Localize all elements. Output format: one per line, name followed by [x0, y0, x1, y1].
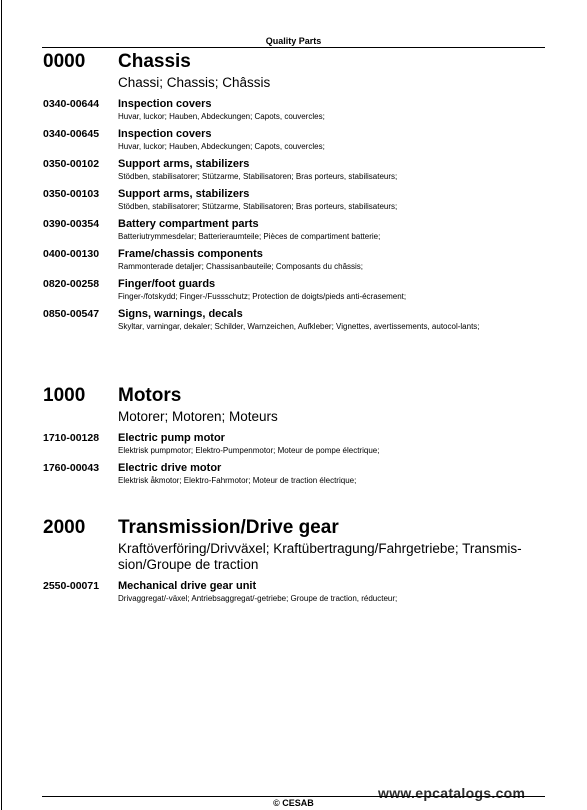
part-translations: Huvar, luckor; Hauben, Abdeckungen; Capots, couvercles; — [118, 112, 325, 121]
section-title: Transmission/Drive gear — [118, 517, 339, 538]
part-title: Battery compartment parts — [118, 218, 259, 230]
part-translations: Stödben, stabilisatorer; Stützarme, Stabilisatoren; Bras porteurs, stabilisateurs; — [118, 172, 398, 181]
part-code: 0400-00130 — [43, 248, 100, 260]
header-divider — [42, 47, 545, 48]
part-title: Finger/foot guards — [118, 278, 216, 290]
part-code: 0850-00547 — [43, 308, 100, 320]
part-item — [43, 278, 548, 302]
part-code: 1710-00128 — [43, 432, 100, 444]
part-title: Mechanical drive gear unit — [118, 580, 257, 592]
part-title: Support arms, stabilizers — [118, 158, 250, 170]
part-translations: Huvar, luckor; Hauben, Abdeckungen; Capots, couvercles; — [118, 142, 325, 151]
section-code: 2000 — [43, 517, 86, 538]
part-code: 0340-00644 — [43, 98, 100, 110]
part-code: 0820-00258 — [43, 278, 100, 290]
part-item — [43, 432, 548, 456]
part-code: 0350-00103 — [43, 188, 100, 200]
part-item — [43, 128, 548, 152]
part-translations: Finger-/fotskydd; Finger-/Fussschutz; Protection de doigts/pieds anti-écrasement; — [118, 292, 407, 301]
part-code: 2550-00071 — [43, 580, 100, 592]
watermark-text: www.epcatalogs.com — [378, 785, 526, 801]
part-translations: Batteriutrymmesdelar; Batterieraumteile; Pièces de compartiment batterie; — [118, 232, 381, 241]
page-header-title: Quality Parts — [265, 36, 322, 46]
part-item — [43, 158, 548, 182]
section-title: Motors — [118, 385, 182, 406]
part-item — [43, 188, 548, 212]
part-title: Support arms, stabilizers — [118, 188, 250, 200]
section-subtitle: Chassi; Chassis; Châssis — [118, 75, 271, 90]
part-translations: Drivaggregat/-växel; Antriebsaggregat/-getriebe; Groupe de traction, réducteur; — [118, 594, 398, 603]
part-code: 0350-00102 — [43, 158, 100, 170]
part-translations: Skyltar, varningar, dekaler; Schilder, Warnzeichen, Aufkleber; Vignettes, avertissements, autocol-lants; — [118, 322, 480, 331]
footer-divider — [42, 796, 545, 797]
part-title: Signs, warnings, decals — [118, 308, 243, 320]
part-title: Electric pump motor — [118, 432, 225, 444]
section-title: Chassis — [118, 51, 191, 72]
footer-logo: © CESAB — [273, 798, 314, 808]
part-translations: Rammonterade detaljer; Chassisanbauteile; Composants du châssis; — [118, 262, 364, 271]
part-item — [43, 462, 548, 486]
section-code: 1000 — [43, 385, 86, 406]
section-transmission — [43, 517, 548, 604]
section-motors — [43, 385, 548, 486]
part-title: Frame/chassis components — [118, 248, 263, 260]
section-subtitle: Motorer; Motoren; Moteurs — [118, 409, 278, 424]
part-item — [43, 308, 548, 332]
part-translations: Stödben, stabilisatorer; Stützarme, Stabilisatoren; Bras porteurs, stabilisateurs; — [118, 202, 398, 211]
part-code: 0390-00354 — [43, 218, 100, 230]
part-item — [43, 580, 548, 604]
part-item — [43, 98, 548, 122]
part-title: Electric drive motor — [118, 462, 222, 474]
part-item — [43, 218, 548, 242]
part-translations: Elektrisk åkmotor; Elektro-Fahrmotor; Moteur de traction électrique; — [118, 476, 357, 485]
section-chassis — [43, 51, 548, 332]
part-translations: Elektrisk pumpmotor; Elektro-Pumpenmotor; Moteur de pompe électrique; — [118, 446, 380, 455]
part-title: Inspection covers — [118, 98, 212, 110]
part-code: 0340-00645 — [43, 128, 100, 140]
part-code: 1760-00043 — [43, 462, 100, 474]
part-title: Inspection covers — [118, 128, 212, 140]
section-subtitle: Kraftöverföring/Drivväxel; Kraftübertragung/Fahrgetriebe; Transmis-sion/Groupe de traction — [118, 541, 522, 572]
section-code: 0000 — [43, 51, 86, 72]
part-item — [43, 248, 548, 272]
left-margin-rule — [1, 0, 2, 810]
